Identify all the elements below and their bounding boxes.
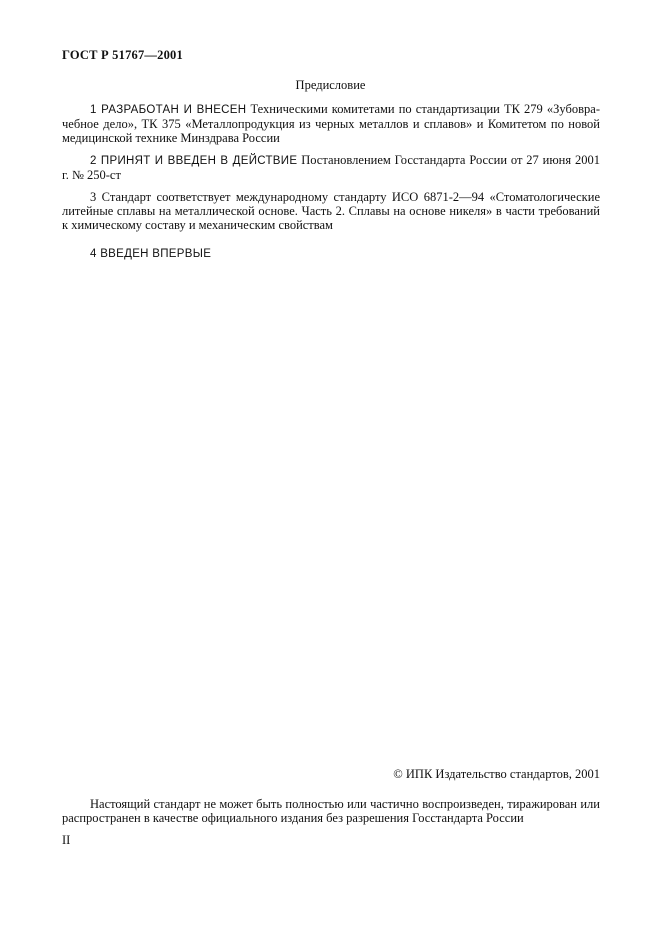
preface-item-3 xyxy=(62,190,600,232)
preface-item-2 xyxy=(62,153,600,182)
preface-title: Предисловие xyxy=(295,78,366,92)
preface-item-4 xyxy=(62,246,600,261)
copyright-line: © ИПК Издательство стандартов, 2001 xyxy=(393,767,600,781)
preface-item-1-lead: 1 РАЗРАБОТАН И ВНЕСЕН xyxy=(90,104,247,116)
document-code: ГОСТ Р 51767—2001 xyxy=(62,48,183,62)
preface-item-4-lead: 4 ВВЕДЕН ВПЕРВЫЕ xyxy=(90,248,212,260)
preface-item-1-text: Техническими комитетами по стандартизации ТК 279 «Зубоврачебное дело», ТК 375 «Металлопродукция из черных металлов и сплавов» и Комитетом по новой медицинской технике Минздрава России xyxy=(62,102,600,145)
preface-item-2-lead: 2 ПРИНЯТ И ВВЕДЕН В ДЕЙСТВИЕ xyxy=(90,155,298,167)
preface-item-2-text: Постановлением Госстандарта России от 27 июня 2001 г. № 250-ст xyxy=(62,153,600,182)
reproduction-notice: Настоящий стандарт не может быть полностью или частично воспроизведен, тиражирован или распространен в качестве официального издания без разрешения Госстандарта России xyxy=(62,797,600,825)
preface-item-1 xyxy=(62,102,600,145)
page-number: II xyxy=(62,833,71,847)
preface-item-3-text: 3 Стандарт соответствует международному стандарту ИСО 6871-2—94 «Стоматологические литейные сплавы на металлической основе. Часть 2. Сплавы на основе никеля» в части требований к химическому составу и механическим свойствам xyxy=(62,190,600,232)
